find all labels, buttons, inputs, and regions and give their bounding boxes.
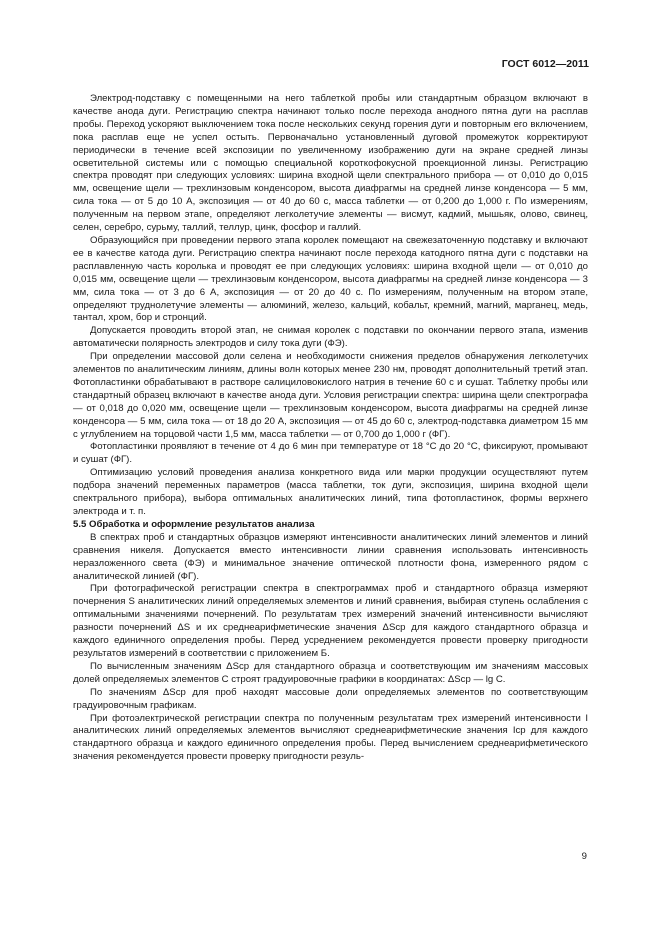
paragraph: По вычисленным значениям ΔSср для стандартного образца и соответствующим им значениям массовых долей определяемых элементов C строят градуировочные графики в координатах: ΔSср — lg C. [73,660,588,685]
paragraph: Образующийся при проведении первого этапа королек помещают на свежезаточенную подставку и включают ее в качестве катода дуги. Регистрацию спектра начинают после перехода катодного пятна дуги с подставки на расплавленную часть королька и проводят ее при следующих условиях: ширина входной щели — от 0,010 до 0,015 мм, освещение щели — трехлинзовым конденсором, высота диафрагмы на средней линзе конденсора — 3 мм, сила тока — от 3 до 6 А, экспозиция — от 20 до 40 с. По измерениям, полученным на втором этапе, определяют труднолетучие элементы — алюминий, железо, кальций, кобальт, кремний, магний, марганец, медь, тантал, хром, бор и стронций. [73,234,588,324]
paragraph: Фотопластинки проявляют в течение от 4 до 6 мин при температуре от 18 °С до 20 °С, фиксируют, промывают и сушат (ФГ). [73,441,588,466]
paragraph: Оптимизацию условий проведения анализа конкретного вида или марки продукции осуществляют путем подбора значений переменных параметров (масса таблетки, ток дуги, экспозиция, ширина входной щели спектрального прибора), выбора оптимальных аналитических линий, типа фотопластинок, формы верхнего электрода и т. п. [73,467,588,517]
page-number: 9 [581,851,587,862]
paragraph: При определении массовой доли селена и необходимости снижения пределов обнаружения легколетучих элементов по аналитическим линиям, длины волн которых менее 230 нм, проводят дополнительный третий этап. Фотопластинки обрабатывают в растворе салициловокислого натрия в течение 60 с и сушат. Таблетку пробы или стандартный образец включают в качестве анода дуги. Условия регистрации спектра: ширина щели спектрографа — от 0,018 до 0,020 мм, освещение щели — трехлинзовым конденсором, высота диафрагмы на средней линзе конденсора — 5 мм, сила тока — от 18 до 20 А, экспозиция — от 45 до 60 с, электрод-подставка диаметром 15 мм с углублением на торцовой части 1,5 мм, масса таблетки — от 0,700 до 1,000 г (ФГ). [73,351,588,440]
body-text [73,93,588,764]
standard-header: ГОСТ 6012—2011 [501,58,589,70]
paragraph: При фотоэлектрической регистрации спектра по полученным результатам трех измерений интенсивности I аналитических линий определяемых элементов вычисляют среднеарифметические значения Iср для каждого стандартного образца и каждого единичного определения пробы. Перед вычислением среднеарифметического значения рекомендуется провести проверку пригодности резуль- [73,712,588,763]
paragraph: В спектрах проб и стандартных образцов измеряют интенсивности аналитических линий элементов и линий сравнения никеля. Допускается вместо интенсивности линии сравнения использовать интенсивность неразложенного света (ФЭ) и минимальное значение оптической плотности фона, измеренного рядом с аналитической линией (ФГ). [73,531,588,582]
paragraph: Допускается проводить второй этап, не снимая королек с подставки по окончании первого этапа, изменив автоматически полярность электродов и силу тока дуги (ФЭ). [73,325,588,350]
section-heading: 5.5 Обработка и оформление результатов анализа [73,518,315,530]
paragraph: Электрод-подставку с помещенными на него таблеткой пробы или стандартным образцом включают в качестве анода дуги. Регистрацию спектра начинают только после перехода анодного пятна дуги на расплав пробы. Переход ускоряют выключением тока после нескольких секунд горения дуги и повторным его включением, пока расплав еще не успел остыть. Первоначально установленный дуговой промежуток корректируют периодически в течение всей экспозиции по увеличенному изображению дуги на экране средней линзы осветительной системы или с помощью специальной короткофокусной проекционной линзы. Регистрацию спектра проводят при следующих условиях: ширина входной щели спектрального прибора — от 0,010 до 0,015 мм, освещение щели — трехлинзовым конденсором, высота диафрагмы на средней линзе конденсора — 5 мм, сила тока — от 5 до 10 А, экспозиция — от 40 до 60 с, масса таблетки — от 0,200 до 1,000 г. По измерениям, полученным на первом этапе, определяют легколетучие элементы — висмут, кадмий, мышьяк, олово, свинец, селен, серебро, сурьму, таллий, теллур, цинк, фосфор и галлий. [73,93,588,234]
paragraph: При фотографической регистрации спектра в спектрограммах проб и стандартного образца измеряют почернения S аналитических линий определяемых элементов и линий сравнения, выбирая ступень ослабления с оптимальными значениями почернений. По результатам трех измерений значений интенсивности вычисляют разности почернений ΔS и их среднеарифметические значения ΔSср для каждого стандартного образца и каждого единичного определения пробы. Перед усреднением рекомендуется провести проверку пригодности результатов измерений в соответствии с приложением Б. [73,583,588,659]
paragraph: По значениям ΔSср для проб находят массовые доли определяемых элементов по соответствующим градуировочным графикам. [73,686,588,711]
